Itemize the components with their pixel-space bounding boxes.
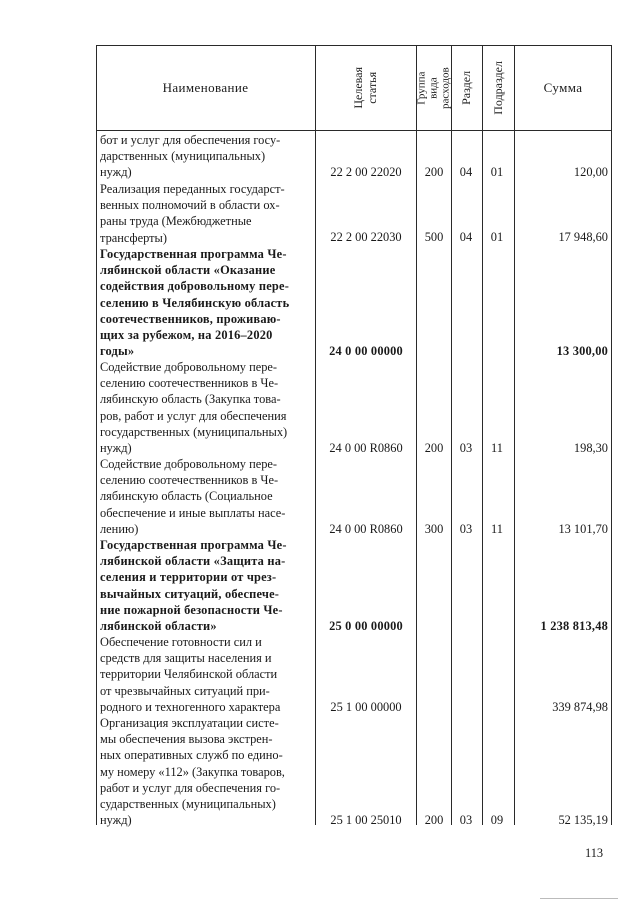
footer-rule — [540, 898, 618, 899]
table-left-border — [96, 45, 97, 825]
row-name: бот и услуг для обеспечения госу- дарственных (муниципальных) нужд) — [100, 133, 281, 180]
row-target-article: 22 2 00 22030 — [330, 230, 402, 244]
row-expense-group: 500 — [424, 230, 444, 244]
row-sum: 198,30 — [573, 441, 608, 455]
header-section-cell — [452, 46, 482, 130]
header-target-article-cell — [316, 46, 416, 130]
row-name: Обеспечение готовности сил и средств для защиты населения и территории Челябинской области от чрезвычайных ситуаций при- родного и техногенного характера — [100, 635, 281, 714]
row-name: Государственная программа Че- лябинской области «Оказание содействия добровольному пере- селению в Челябинскую область соотечественников, проживаю- щих за рубежом, на 2016–2020 годы» — [100, 247, 290, 359]
table-right-border — [611, 45, 612, 825]
header-expense-group-cell — [417, 46, 451, 130]
row-target-article: 22 2 00 22020 — [330, 165, 402, 179]
row-expense-group: 200 — [424, 441, 444, 455]
header-expense-group: Группа вида расходов — [415, 67, 453, 109]
row-sum: 120,00 — [573, 165, 608, 179]
row-name: Государственная программа Че- лябинской области «Защита на- селения и территории от чрез- вычайных ситуаций, обеспече- ние пожарной безопасности Че- лябинской области» — [100, 538, 287, 634]
column-divider-section — [482, 45, 483, 825]
row-target-article: 25 1 00 25010 — [330, 813, 402, 827]
row-name: Содействие добровольному пере- селению соотечественников в Че- лябинскую область (Закупка това- ров, работ и услуг для обеспечения государственных (муниципальных) нужд) — [100, 360, 288, 456]
row-section: 03 — [459, 813, 473, 827]
row-target-article: 25 0 00 00000 — [329, 619, 403, 633]
row-subsection: 11 — [491, 522, 503, 536]
header-section: Раздел — [459, 71, 474, 105]
row-sum: 1 238 813,48 — [540, 619, 608, 633]
row-section: 04 — [459, 165, 473, 179]
column-divider-subsection — [514, 45, 515, 825]
row-section: 04 — [459, 230, 473, 244]
row-target-article: 24 0 00 R0860 — [329, 441, 403, 455]
header-bottom-border — [96, 130, 612, 131]
header-target-article: Целевая статья — [351, 67, 379, 109]
row-expense-group: 200 — [424, 813, 444, 827]
row-expense-group: 300 — [424, 522, 444, 536]
row-target-article: 24 0 00 R0860 — [329, 522, 403, 536]
column-divider-target — [416, 45, 417, 825]
row-target-article: 24 0 00 00000 — [329, 344, 403, 358]
row-subsection: 01 — [490, 165, 504, 179]
header-subsection-cell — [483, 46, 514, 130]
row-section: 03 — [459, 441, 473, 455]
page-number: 113 — [585, 846, 604, 860]
row-section: 03 — [459, 522, 473, 536]
header-subsection: Подраздел — [490, 61, 505, 115]
header-sum: Сумма — [543, 80, 583, 95]
row-target-article: 25 1 00 00000 — [330, 700, 402, 714]
row-sum: 13 300,00 — [556, 344, 608, 358]
row-name: Содействие добровольному пере- селению соотечественников в Че- лябинскую область (Социальное обеспечение и иные выплаты насе- лению) — [100, 457, 286, 536]
row-sum: 17 948,60 — [558, 230, 608, 244]
row-subsection: 01 — [490, 230, 504, 244]
row-name: Организация эксплуатации систе- мы обеспечения вызова экстрен- ных оперативных служб по едино- му номеру «112» (Закупка товаров, работ и услуг для обеспечения го- сударственных (муниципальных) нужд) — [100, 716, 285, 828]
header-name: Наименование — [162, 80, 249, 95]
row-sum: 339 874,98 — [552, 700, 608, 714]
row-name: Реализация переданных государст- венных полномочий в области ох- раны труда (Межбюджетные трансферты) — [100, 182, 285, 245]
row-subsection: 11 — [491, 441, 503, 455]
row-sum: 13 101,70 — [558, 522, 608, 536]
column-divider-group — [451, 45, 452, 825]
row-subsection: 09 — [490, 813, 504, 827]
column-divider-name — [315, 45, 316, 825]
row-sum: 52 135,19 — [558, 813, 608, 827]
row-expense-group: 200 — [424, 165, 444, 179]
